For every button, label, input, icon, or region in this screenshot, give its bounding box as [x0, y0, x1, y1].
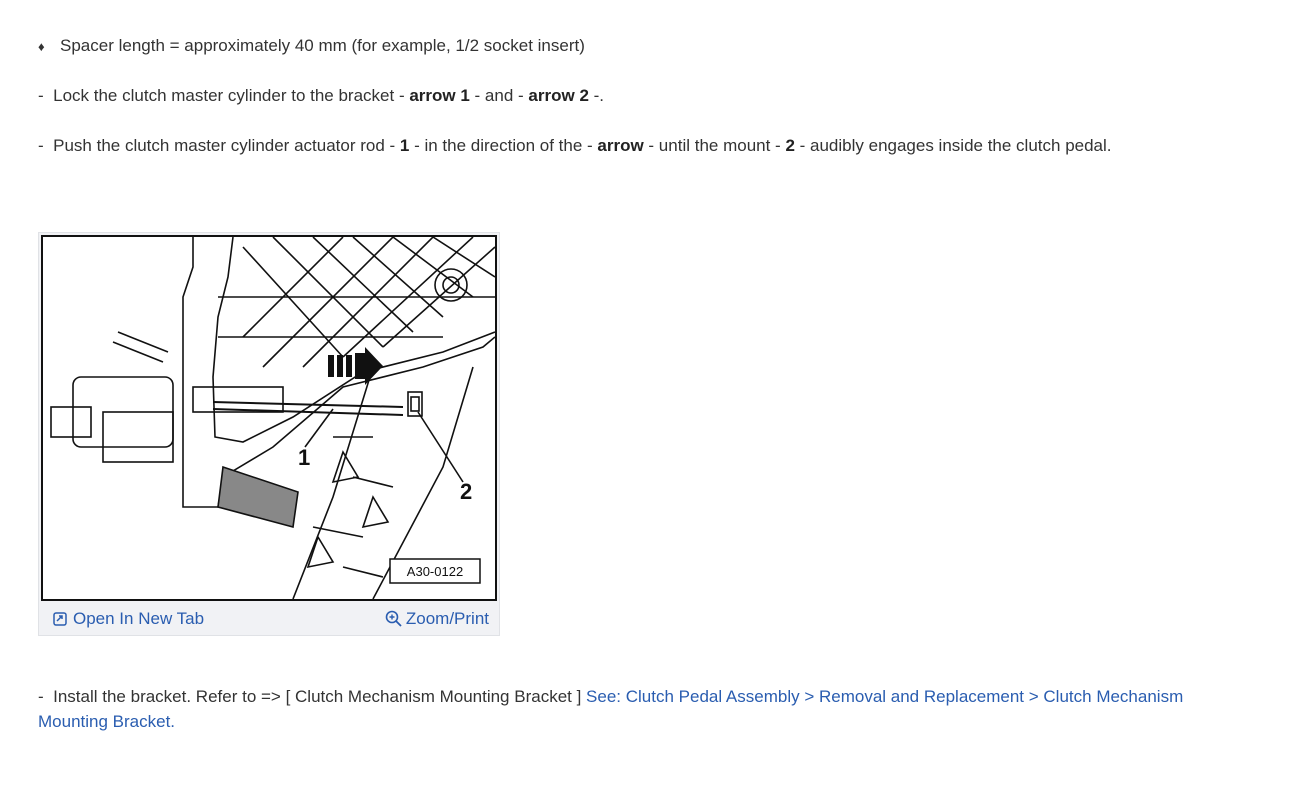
step-dash: -: [38, 86, 44, 105]
lock-step: [38, 85, 604, 107]
open-in-new-tab-button[interactable]: [53, 603, 204, 635]
lock-text-3: -.: [588, 86, 605, 105]
clutch-mounting-bracket-link[interactable]: See: Clutch Pedal Assembly > Removal and Replacement > Clutch Mechanism Mounting Bracket.: [38, 687, 1184, 731]
push-text-2: - in the direction of the -: [409, 136, 598, 155]
clutch-diagram[interactable]: [41, 235, 497, 601]
zoom-magnifier-icon: [385, 610, 403, 628]
step-dash: -: [38, 687, 44, 706]
push-text-3: - until the mount -: [643, 136, 786, 155]
spacer-step: [38, 35, 585, 58]
step-dash: -: [38, 136, 44, 155]
bullet-diamond-icon: ♦: [38, 39, 45, 54]
callout-2: 2: [460, 479, 473, 504]
push-bold-arrow: arrow: [597, 136, 644, 155]
zoom-print-button[interactable]: [385, 603, 489, 635]
figure-container: [38, 232, 500, 636]
install-step: [38, 684, 1238, 734]
push-text-4: - audibly engages inside the clutch pedal.: [794, 136, 1112, 155]
open-in-new-tab-icon: [53, 612, 67, 626]
open-in-new-tab-label: Open In New Tab: [73, 609, 205, 628]
figure-toolbar: [39, 603, 499, 635]
push-bold-1: 1: [399, 136, 410, 155]
spacer-text: Spacer length = approximately 40 mm (for example, 1/2 socket insert): [60, 36, 585, 55]
lock-arrow-2: arrow 2: [528, 86, 589, 105]
callout-1: 1: [298, 445, 311, 470]
lock-text-1: Lock the clutch master cylinder to the bracket -: [53, 86, 410, 105]
lock-text-2: - and -: [469, 86, 529, 105]
install-text: Install the bracket. Refer to => [ Clutch Mechanism Mounting Bracket ]: [53, 687, 587, 706]
push-step: [38, 135, 1112, 157]
push-bold-2: 2: [785, 136, 795, 155]
push-text-1: Push the clutch master cylinder actuator rod -: [53, 136, 400, 155]
lock-arrow-1: arrow 1: [409, 86, 470, 105]
figure-id: A30-0122: [406, 564, 464, 579]
clutch-illustration: [43, 237, 495, 599]
zoom-print-label: Zoom/Print: [405, 609, 489, 628]
